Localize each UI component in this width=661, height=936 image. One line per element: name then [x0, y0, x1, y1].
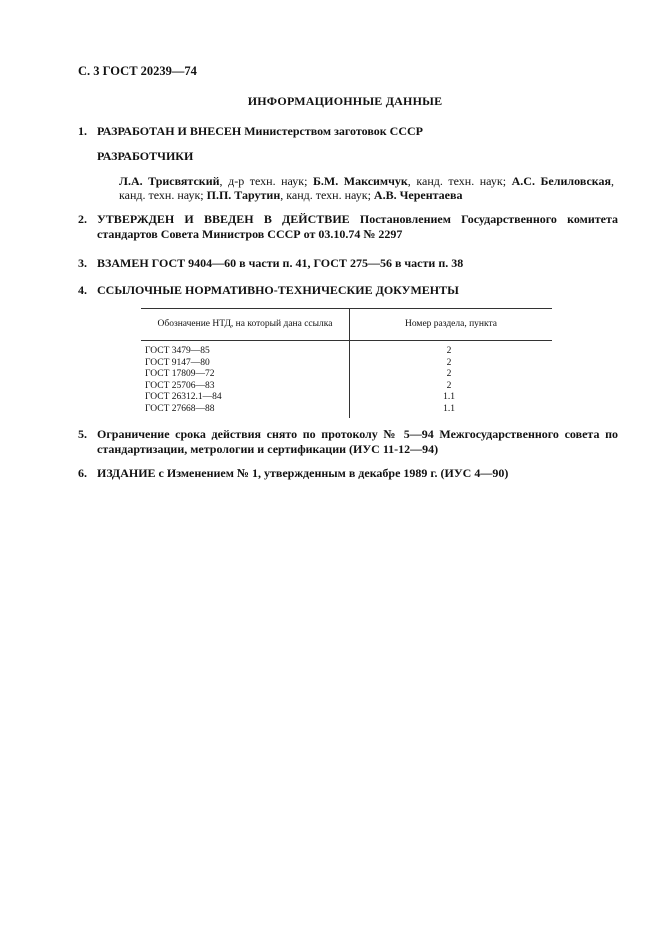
developer-name: Б.М. Максимчук [312, 174, 408, 188]
developer-title: , д-р техн. наук; [219, 174, 313, 188]
page-header: С. 3 ГОСТ 20239—74 [78, 64, 197, 78]
table-cell-section: 2 [446, 346, 452, 357]
developers-heading: РАЗРАБОТЧИКИ [97, 149, 194, 163]
item-body [97, 124, 618, 139]
table-row [141, 369, 552, 381]
reference-table [141, 308, 552, 418]
item-number: 3. [78, 256, 87, 270]
table-cell-section: 1.1 [443, 403, 455, 414]
item-1 [78, 124, 618, 139]
developer-name: А.С. Белиловская [511, 174, 612, 188]
item-text: ССЫЛОЧНЫЕ НОРМАТИВНО-ТЕХНИЧЕСКИЕ ДОКУМЕНТЫ [97, 283, 459, 297]
table-row [141, 381, 552, 393]
table-row [141, 404, 552, 419]
table-cell-designation: ГОСТ 9147—80 [141, 358, 350, 370]
column-header-section: Номер раздела, пункта [350, 309, 553, 341]
table-cell-section: 2 [446, 357, 452, 368]
table-cell-designation: ГОСТ 27668—88 [141, 404, 350, 419]
table-cell-designation: ГОСТ 3479—85 [141, 341, 350, 358]
table-row [141, 358, 552, 370]
item-3 [78, 256, 618, 271]
developer-name: Л.А. Трисвятский [119, 174, 220, 188]
item-6 [78, 466, 618, 481]
table-row [141, 341, 552, 358]
table-cell-section: 2 [446, 369, 452, 380]
item-number: 6. [78, 466, 87, 480]
item-number: 2. [78, 212, 87, 226]
developer-title: , канд. техн. наук; [407, 174, 512, 188]
item-text: ВЗАМЕН ГОСТ 9404—60 в части п. 41, ГОСТ 275—56 в части п. 38 [97, 256, 464, 270]
item-number: 1. [78, 124, 87, 138]
table-cell-designation: ГОСТ 25706—83 [141, 381, 350, 393]
item-label: РАЗРАБОТАН И ВНЕСЕН [97, 124, 242, 138]
item-text: УТВЕРЖДЕН И ВВЕДЕН В ДЕЙСТВИЕ Постановлением Государственного комитета стандартов Совета Министров СССР от 03.10.74 № 2297 [97, 212, 618, 241]
table-cell-designation: ГОСТ 26312.1—84 [141, 392, 350, 404]
item-4 [78, 283, 618, 298]
developer-name: А.В. Черентаева [373, 188, 463, 202]
item-text: Ограничение срока действия снято по протоколу № 5—94 Межгосударственного совета по стандартизации, метрологии и сертификации (ИУС 11-12—94) [97, 427, 618, 456]
developer-title: , канд. техн. наук; [119, 174, 615, 202]
developers-list [119, 174, 614, 202]
table-row [141, 392, 552, 404]
table-cell-designation: ГОСТ 17809—72 [141, 369, 350, 381]
developer-name: П.П. Тарутин [206, 188, 281, 202]
table-header-row [141, 309, 552, 341]
item-2 [78, 212, 618, 242]
item-number: 5. [78, 427, 87, 441]
item-text: Министерством заготовок СССР [241, 124, 423, 138]
document-title: ИНФОРМАЦИОННЫЕ ДАННЫЕ [247, 94, 443, 108]
item-number: 4. [78, 283, 87, 297]
table-cell-section: 1.1 [443, 392, 455, 403]
table-cell-section: 2 [446, 380, 452, 391]
column-header-designation: Обозначение НТД, на который дана ссылка [141, 309, 350, 341]
item-5 [78, 427, 618, 457]
developer-title: , канд. техн. наук; [280, 188, 374, 202]
item-text: ИЗДАНИЕ с Изменением № 1, утвержденным в декабре 1989 г. (ИУС 4—90) [97, 466, 509, 480]
